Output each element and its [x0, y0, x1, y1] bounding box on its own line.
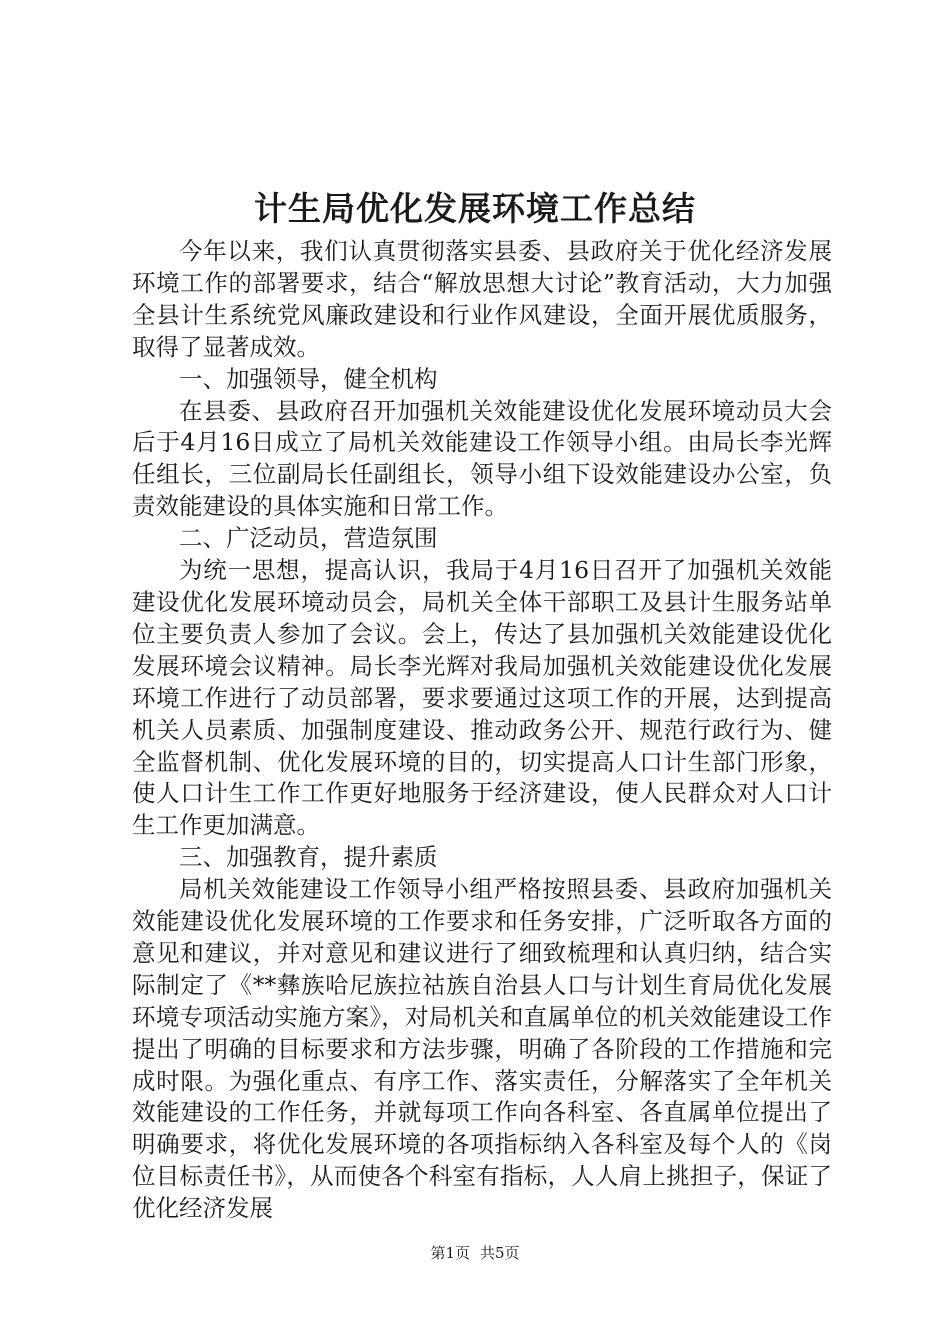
section-heading-2: 二、广泛动员，营造氛围 — [179, 524, 438, 553]
section-heading-3: 三、加强教育，提升素质 — [179, 843, 438, 872]
paragraph-section-1: 在县委、县政府召开加强机关效能建设优化发展环境动员大会后于4月16日成立了局机关效能建设工作领导小组。由局长李光辉任组长，三位副局长任副组长，领导小组下设效能建设办公室，负责效能建设的具体实施和日常工作。 — [132, 396, 832, 521]
paragraph-intro: 今年以来，我们认真贯彻落实县委、县政府关于优化经济发展环境工作的部署要求，结合“解放思想大讨论”教育活动，大力加强全县计生系统党风廉政建设和行业作风建设，全面开展优质服务，取得了显著成效。 — [132, 237, 832, 361]
paragraph-section-3: 局机关效能建设工作领导小组严格按照县委、县政府加强机关效能建设优化发展环境的工作要求和任务安排，广泛听取各方面的意见和建议，并对意见和建议进行了细致梳理和认真归纳，结合实际制定了《**彝族哈尼族拉祜族自治县人口与计划生育局优化发展环境专项活动实施方案》，对局机关和直属单位的机关效能建设工作提出了明确的目标要求和方法步骤，明确了各阶段的工作措施和完成时限。为强化重点、有序工作、落实责任，分解落实了全年机关效能建设的工作任务，并就每项工作向各科室、各直属单位提出了明确要求，将优化发展环境的各项指标纳入各科室及每个人的《岗位目标责任书》，从而使各个科室有指标，人人肩上挑担子，保证了优化经济发展 — [132, 875, 832, 1223]
paragraph-section-2: 为统一思想，提高认识，我局于4月16日召开了加强机关效能建设优化发展环境动员会，局机关全体干部职工及县计生服务站单位主要负责人参加了会议。会上，传达了县加强机关效能建设优化发展环境会议精神。局长李光辉对我局加强机关效能建设优化发展环境工作进行了动员部署，要求要通过这项工作的开展，达到提高机关人员素质、加强制度建设、推动政务公开、规范行政行为、健全监督机制、优化发展环境的目的，切实提高人口计生部门形象，使人口计生工作工作更好地服务于经济建设，使人民群众对人口计生工作更加满意。 — [132, 556, 832, 840]
page-total: 共5页 — [480, 1244, 520, 1262]
section-heading-1: 一、加强领导，健全机构 — [179, 364, 438, 393]
page-number: 第1页 — [430, 1244, 470, 1262]
document-body — [132, 236, 832, 1225]
page-footer — [0, 1243, 950, 1263]
document-title: 计生局优化发展环境工作总结 — [254, 189, 696, 228]
